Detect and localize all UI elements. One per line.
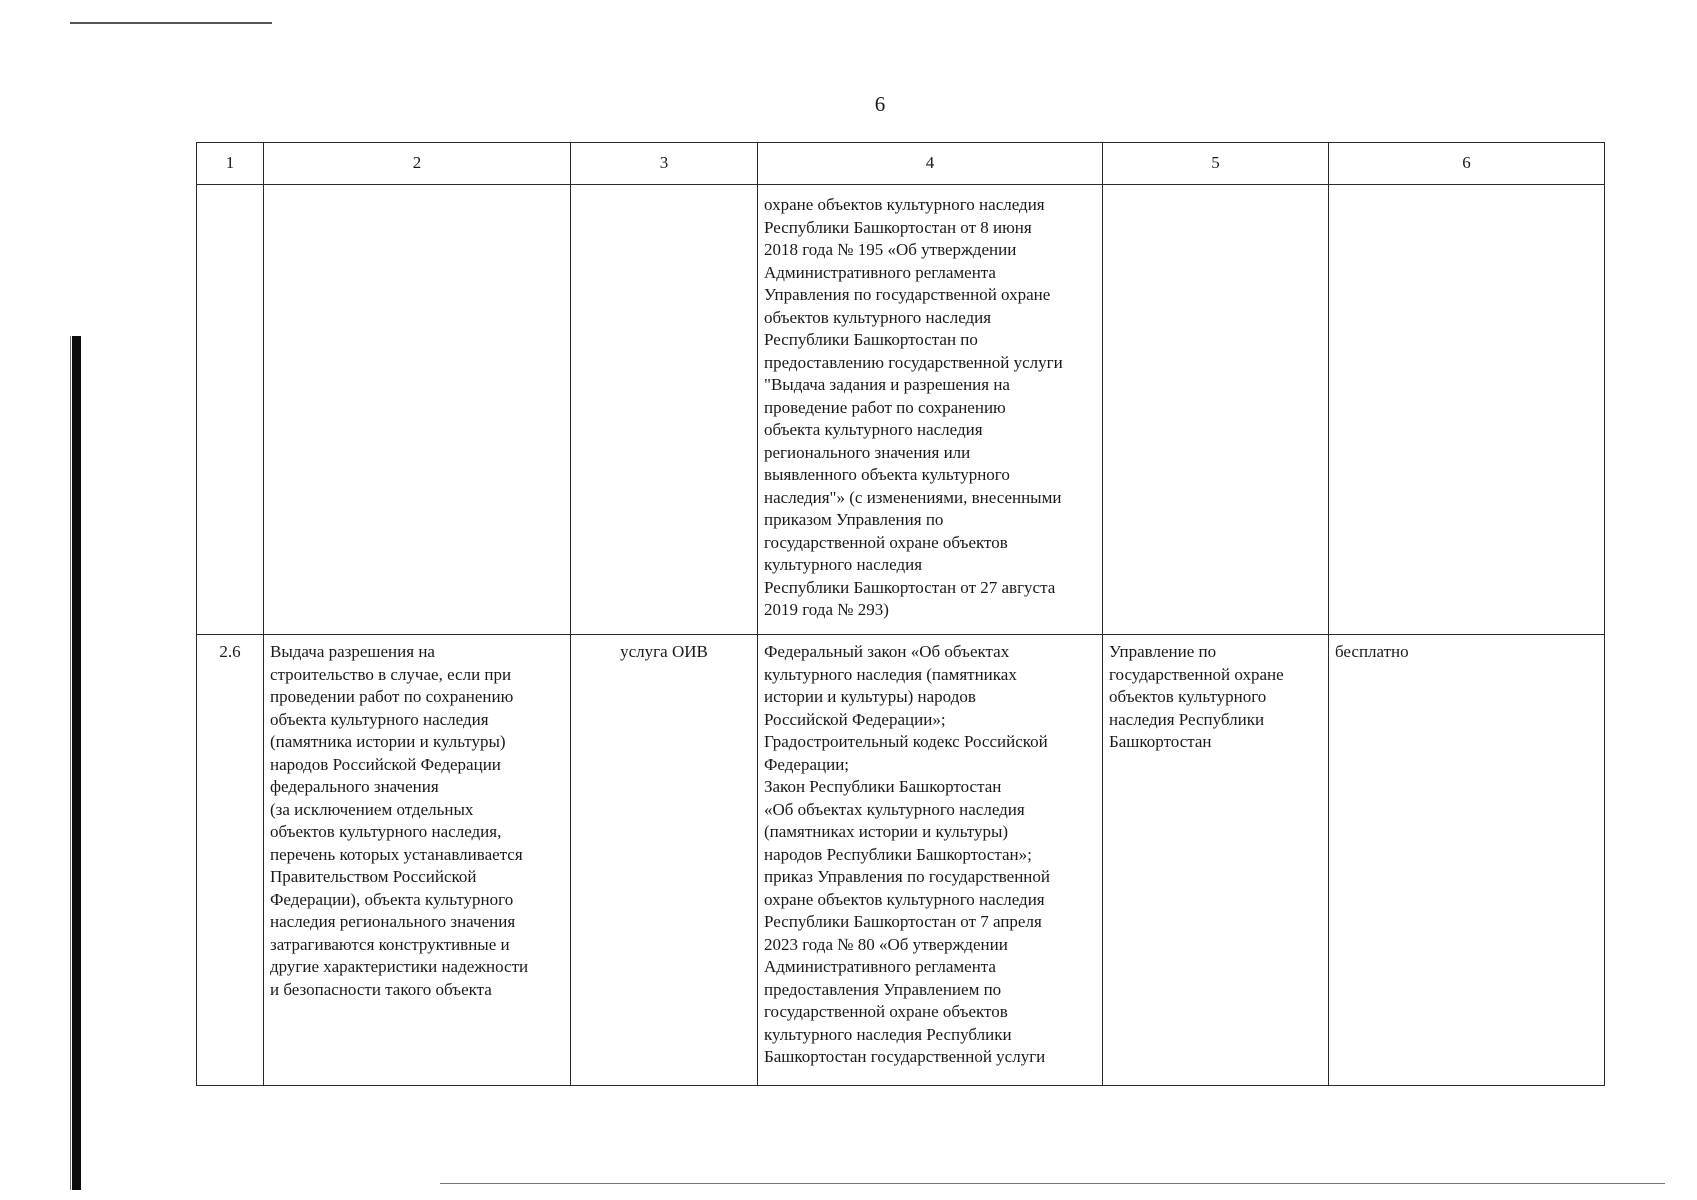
cell-fee: бесплатно: [1329, 635, 1605, 1086]
column-header-5: 5: [1103, 143, 1329, 185]
column-header-2: 2: [264, 143, 571, 185]
table-row: [197, 185, 1605, 635]
column-header-1: 1: [197, 143, 264, 185]
top-rule: [70, 22, 272, 24]
cell-service-name: [264, 185, 571, 635]
column-header-6: 6: [1329, 143, 1605, 185]
cell-service-name: Выдача разрешения на строительство в случае, если при проведении работ по сохранению объекта культурного наследия (памятника истории и культуры) народов Российской Федерации федерального значения (за исключением отдельных объектов культурного наследия, перечень которых устанавливается Правительством Российской Федерации), объекта культурного наследия регионального значения затрагиваются конструктивные и другие характеристики надежности и безопасности такого объекта: [264, 635, 571, 1086]
table-row: [197, 635, 1605, 1086]
cell-authority: [1103, 185, 1329, 635]
column-header-3: 3: [571, 143, 758, 185]
cell-service-type: [571, 185, 758, 635]
cell-number: 2.6: [197, 635, 264, 1086]
cell-service-type: услуга ОИВ: [571, 635, 758, 1086]
bottom-rule: [440, 1183, 1665, 1184]
cell-legal-basis: Федеральный закон «Об объектах культурного наследия (памятниках истории и культуры) народов Российской Федерации»; Градостроительный кодекс Российской Федерации; Закон Республики Башкортостан «Об объектах культурного наследия (памятниках истории и культуры) народов Республики Башкортостан»; приказ Управления по государственной охране объектов культурного наследия Республики Башкортостан от 7 апреля 2023 года № 80 «Об утверждении Административного регламента предоставления Управлением по государственной охране объектов культурного наследия Республики Башкортостан государственной услуги: [758, 635, 1103, 1086]
scan-edge-shadow: [72, 336, 81, 1190]
cell-fee: [1329, 185, 1605, 635]
cell-number: [197, 185, 264, 635]
table-header-row: [197, 143, 1605, 185]
scan-edge-line: [70, 336, 71, 1190]
page-number: 6: [874, 92, 886, 116]
services-table: [196, 142, 1605, 1086]
column-header-4: 4: [758, 143, 1103, 185]
cell-legal-basis: охране объектов культурного наследия Республики Башкортостан от 8 июня 2018 года № 195 «Об утверждении Административного регламента Управления по государственной охране объектов культурного наследия Республики Башкортостан по предоставлению государственной услуги "Выдача задания и разрешения на проведение работ по сохранению объекта культурного наследия регионального значения или выявленного объекта культурного наследия"» (с изменениями, внесенными приказом Управления по государственной охране объектов культурного наследия Республики Башкортостан от 27 августа 2019 года № 293): [758, 185, 1103, 635]
cell-authority: Управление по государственной охране объектов культурного наследия Республики Башкортостан: [1103, 635, 1329, 1086]
